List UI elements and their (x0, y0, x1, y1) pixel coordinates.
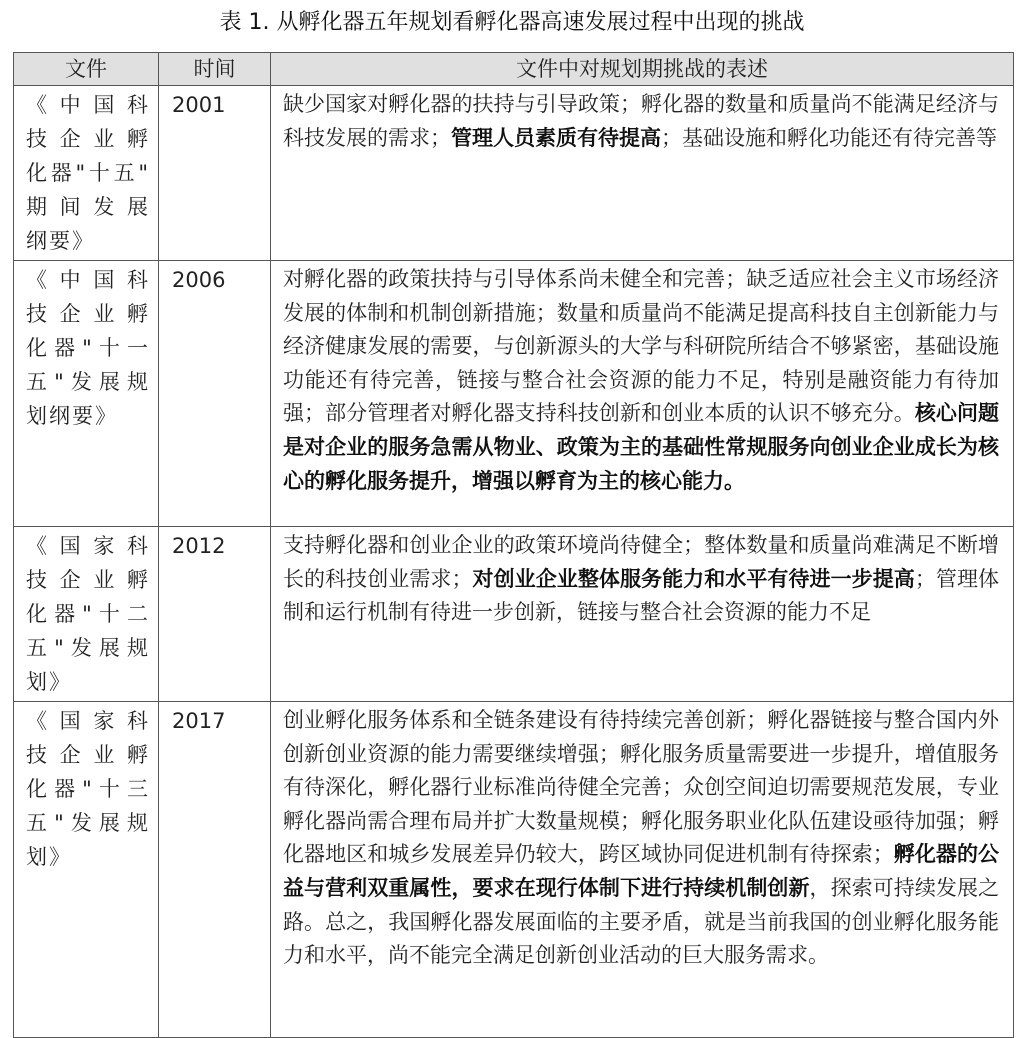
table-row (14, 702, 1014, 1038)
desc-cell (271, 527, 1014, 702)
doc-line: 化器"十五" (26, 161, 150, 185)
doc-line: 划》 (26, 670, 72, 694)
year-cell: 2017 (159, 702, 271, 1038)
doc-line: 化器"十二 (26, 602, 150, 626)
header-time: 时间 (159, 53, 271, 86)
doc-line: 划》 (26, 845, 72, 869)
desc-text-bold: 管理人员素质有待提高 (451, 125, 661, 150)
doc-cell (14, 86, 159, 261)
doc-cell (14, 702, 159, 1038)
desc-text: 缺少国家对孵化器的扶持与引导政策；孵化器的数量和质量尚不能满足经济与科技发展的需求； (283, 92, 999, 150)
doc-line: 技企业孵 (26, 743, 150, 767)
doc-line: 《国家科 (26, 709, 150, 733)
doc-line: 技企业孵 (26, 127, 150, 151)
table-caption: 表 1. 从孵化器五年规划看孵化器高速发展过程中出现的挑战 (219, 10, 805, 35)
doc-cell (14, 261, 159, 527)
doc-line: 技企业孵 (26, 302, 150, 326)
challenges-table (13, 52, 1014, 1038)
desc-text: 支持孵化器和创业企业的政策环境尚待健全；整体数量和质量尚难满足不断增长的科技创业需求； (283, 533, 999, 591)
doc-line: 五"发展规 (26, 370, 150, 394)
desc-text: 对孵化器的政策扶持与引导体系尚未健全和完善；缺乏适应社会主义市场经济发展的体制和机制创新措施；数量和质量尚不能满足提高科技自主创新能力与经济健康发展的需要，与创新源头的大学与科研院所结合不够紧密，基础设施功能还有待完善，链接与整合社会资源的能力不足，特别是融资能力有待加强；部分管理者对孵化器支持科技创新和创业本质的认识不够充分。 (283, 267, 999, 426)
table-row (14, 261, 1014, 527)
desc-text-bold: 孵化器的公益与营利双重属性，要求在现行体制下进行持续机制创新 (283, 842, 1000, 900)
doc-line: 《中国科 (26, 268, 150, 292)
desc-cell (271, 86, 1014, 261)
header-desc: 文件中对规划期挑战的表述 (271, 53, 1014, 86)
doc-line: 《中国科 (26, 93, 150, 117)
doc-line: 纲要》 (26, 229, 95, 253)
year-cell: 2012 (159, 527, 271, 702)
desc-text-bold: 对创业企业整体服务能力和水平有待进一步提高 (472, 566, 915, 591)
table-body (14, 86, 1014, 1038)
doc-cell (14, 527, 159, 702)
year-cell: 2001 (159, 86, 271, 261)
header-doc: 文件 (14, 53, 159, 86)
doc-line: 《国家科 (26, 534, 150, 558)
doc-line: 五"发展规 (26, 811, 150, 835)
doc-line: 化器"十一 (26, 336, 150, 360)
doc-line: 划纲要》 (26, 404, 118, 428)
table-header-row (14, 53, 1014, 86)
desc-text: ；管理体制和运行机制有待进一步创新，链接与整合社会资源的能力不足 (283, 566, 1000, 625)
doc-line: 技企业孵 (26, 568, 150, 592)
doc-line: 期间发展 (26, 195, 150, 219)
desc-cell (271, 702, 1014, 1038)
desc-text: ，探索可持续发展之路。总之，我国孵化器发展面临的主要矛盾，就是当前我国的创业孵化服务能力和水平，尚不能完全满足创新创业活动的巨大服务需求。 (283, 875, 999, 968)
desc-text: 创业孵化服务体系和全链条建设有待持续完善创新；孵化器链接与整合国内外创新创业资源的能力需要继续增强；孵化服务质量需要进一步提升，增值服务有待深化，孵化器行业标准尚待健全完善；众创空间迫切需要规范发展，专业孵化器尚需合理布局并扩大数量规模；孵化服务职业化队伍建设亟待加强；孵化器地区和城乡发展差异仍较大，跨区域协同促进机制有待探索； (283, 708, 999, 867)
desc-cell (271, 261, 1014, 527)
desc-text: ；基础设施和孵化功能还有待完善等 (661, 125, 997, 150)
table-row (14, 86, 1014, 261)
table-row (14, 527, 1014, 702)
doc-line: 五"发展规 (26, 636, 150, 660)
year-cell: 2006 (159, 261, 271, 527)
doc-line: 化器"十三 (26, 777, 150, 801)
desc-text-bold: 核心问题是对企业的服务急需从物业、政策为主的基础性常规服务向创业企业成长为核心的孵化服务提升，增强以孵育为主的核心能力。 (283, 401, 1000, 493)
